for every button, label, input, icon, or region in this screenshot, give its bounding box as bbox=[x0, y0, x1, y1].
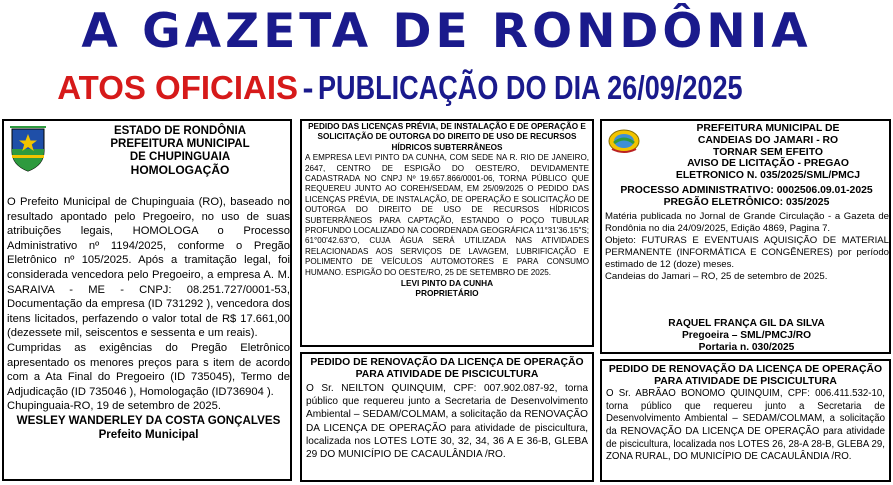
process-info bbox=[604, 185, 889, 209]
header-line: TORNAR SEM EFEITO bbox=[713, 146, 823, 158]
notice-header bbox=[648, 123, 888, 182]
publication-date-label: PUBLICAÇÃO DO DIA 26/09/2025 bbox=[317, 69, 743, 106]
atos-oficiais-label: ATOS OFICIAIS bbox=[57, 69, 299, 106]
paragraph: O Prefeito Municipal de Chupinguaia (RO), baseado no resultado apontado pelo Pregoeiro, no uso de suas atribuições legais, HOMOLOGA o Processo Administrativo nº 1194/2025, conforme o Pregão Eletrônico nº 105/2025. Após a tramitação legal, foi considerada vencedora pelo Pregoeiro, a empresa A. M. SARAIVA - ME - CNPJ: 08.251.727/0001-53, Documentação da empresa (ID 731292 ), vencedora dos itens licitados, perfazendo o valor total de R$ 17.661,00 (dezessete mil, seiscentos e sessenta e um reais). bbox=[7, 196, 290, 340]
signature-block bbox=[604, 318, 889, 354]
signer-role: Pregoeira – SML/PMCJ/RO bbox=[681, 330, 812, 341]
date-line: Candeias do Jamari – RO, 25 de setembro de 2025. bbox=[605, 270, 828, 282]
notice-piscicultura-abraao bbox=[600, 359, 891, 482]
date-line: Chupinguaia-RO, 19 de setembro de 2025. bbox=[7, 400, 221, 413]
notice-chupinguaia bbox=[2, 119, 292, 481]
newspaper-title: A GAZETA DE RONDÔNIA bbox=[81, 4, 812, 59]
header-line: DE CHUPINGUAIA bbox=[129, 151, 231, 163]
header-line: ESTADO DE RONDÔNIA bbox=[113, 125, 247, 137]
municipal-coat-of-arms-icon bbox=[606, 123, 642, 159]
notice-header: PEDIDO DAS LICENÇAS PRÉVIA, DE INSTALAÇÃO E DE OPERAÇÃO E SOLICITAÇÃO DE OUTORGA DO DIREITO DE USO DE RECURSOS HÍDRICOS SUBTERRÂNEOS bbox=[308, 122, 586, 152]
notice-body: O Sr. NEILTON QUINQUIM, CPF: 007.902.087-92, torna público que requereu junto a Secretaria de Desenvolvimento Ambiental – SEDAM/COLMAM, a solicitação da RENOVAÇÃO DA LICENÇA DE OPERAÇÃO para atividade de piscicultura, localizada nos LOTES LOTE 30, 32, 34, 36 A E 36-B, GLEBA 29 DO MUNICÍPIO DE CACAULÂNDIA /RO. bbox=[306, 383, 588, 461]
notice-licencas-levi bbox=[300, 119, 594, 347]
publication-line bbox=[0, 66, 893, 117]
header-line: CANDEIAS DO JAMARI - RO bbox=[697, 134, 839, 146]
paragraph: Objeto: FUTURAS E EVENTUAIS AQUISIÇÃO DE MATERIAL PERMANENTE (INFORMÁTICA E CONGÊNERES) por período estimado de 12 (doze) meses. bbox=[605, 234, 889, 270]
portaria-line: Portaria n. 030/2025 bbox=[698, 342, 795, 353]
header-line: HOMOLOGAÇÃO bbox=[130, 163, 230, 177]
pregao-number: PREGÃO ELETRÔNICO: 035/2025 bbox=[663, 197, 830, 208]
process-number: PROCESSO ADMINISTRATIVO: 0002506.09.01-2025 bbox=[620, 185, 873, 196]
notice-body bbox=[605, 211, 889, 282]
paragraph: Cumpridas as exigências do Pregão Eletrônico apresentado os menores preços para s item de acordo com a Ata Final do Pregoeiro (ID 735045), Termo de Adjudicação (ID 735046 ), Homologação (ID736904 ). bbox=[7, 341, 290, 398]
signer-name: WESLEY WANDERLEY DA COSTA GONÇALVES bbox=[16, 413, 281, 427]
notice-header bbox=[80, 125, 280, 177]
signer-name: LEVI PINTO DA CUNHA bbox=[400, 278, 494, 289]
notice-piscicultura-neilton bbox=[300, 352, 594, 482]
signer-role: Prefeito Municipal bbox=[98, 427, 199, 441]
notice-header: PEDIDO DE RENOVAÇÃO DA LICENÇA DE OPERAÇÃO PARA ATIVIDADE DE PISCICULTURA bbox=[608, 364, 883, 387]
signer-name: RAQUEL FRANÇA GIL DA SILVA bbox=[668, 318, 825, 329]
notice-body bbox=[7, 195, 290, 442]
signer-role: PROPRIETÁRIO bbox=[415, 288, 479, 299]
notice-header: PEDIDO DE RENOVAÇÃO DA LICENÇA DE OPERAÇÃO PARA ATIVIDADE DE PISCICULTURA bbox=[310, 357, 584, 380]
notice-candeias bbox=[600, 119, 891, 354]
state-coat-of-arms-icon bbox=[8, 125, 48, 173]
header-line: PREFEITURA MUNICIPAL bbox=[110, 138, 250, 150]
separator: - bbox=[302, 69, 314, 106]
notice-body: A EMPRESA LEVI PINTO DA CUNHA, COM SEDE NA R. RIO DE JANEIRO, 2647, CENTRO DE ESPIGÃO DO OESTE/RO, DEVIDAMENTE CADASTRADA NO CNPJ Nº 19.657.866/0001-06, TORNA PÚBLICO QUE REQUEREU JUNTO AO COREH/SEDAM, EM 25/09/2025 O PEDIDO DAS LICENÇAS PRÉVIA, DE INSTALAÇÃO, DE OPERAÇÃO E SOLICITAÇÃO DE OUTORGA DO DIREITO DE USO DE RECURSOS HÍDRICOS SUBTERRÂNEOS PARA CAPTAÇÃO, ESTANDO O POÇO TUBULAR PROFUNDO LOCALIZADO NA COORDENADA GEOGRÁFICA 11°31'36.15"S; 61°00'42.63"O, CUJA ÁGUA SERÁ UTILIZADA NAS ATIVIDADES RELACIONADAS AOS SERVIÇOS DE LAVAGEM, LUBRIFICAÇÃO E POLIMENTO DE VEÍCULOS AUTOMOTORES E PARA CONSUMO HUMANO. ESPIGÃO DO OESTE/RO, 25 DE SETEMBRO DE 2025. bbox=[305, 153, 589, 277]
paragraph: Matéria publicada no Jornal de Grande Circulação - a Gazeta de Rondônia no dia 24/09/2025, Edição 4869, Pagina 7. bbox=[605, 211, 889, 234]
notice-body: O Sr. ABRÃAO BONOMO QUINQUIM, CPF: 006.411.532-10, torna público que requereu junto a Secretaria de Desenvolvimento Ambiental – SEDAM/COLMAM, a solicitação da RENOVAÇÃO DA LICENÇA DE OPERAÇÃO para atividade de piscicultura, localizada nos LOTES 26, 28-A 28-B, GLEBA 29, ZONA RURAL, DO MUNICÍPIO DE CACAULÂNDIA /RO. bbox=[606, 388, 885, 463]
header-line: PREFEITURA MUNICIPAL DE bbox=[696, 123, 840, 134]
header-line: ELETRONICO N. 035/2025/SML/PMCJ bbox=[675, 170, 861, 182]
header-line: AVISO DE LICITAÇÃO - PREGAO bbox=[687, 158, 849, 170]
